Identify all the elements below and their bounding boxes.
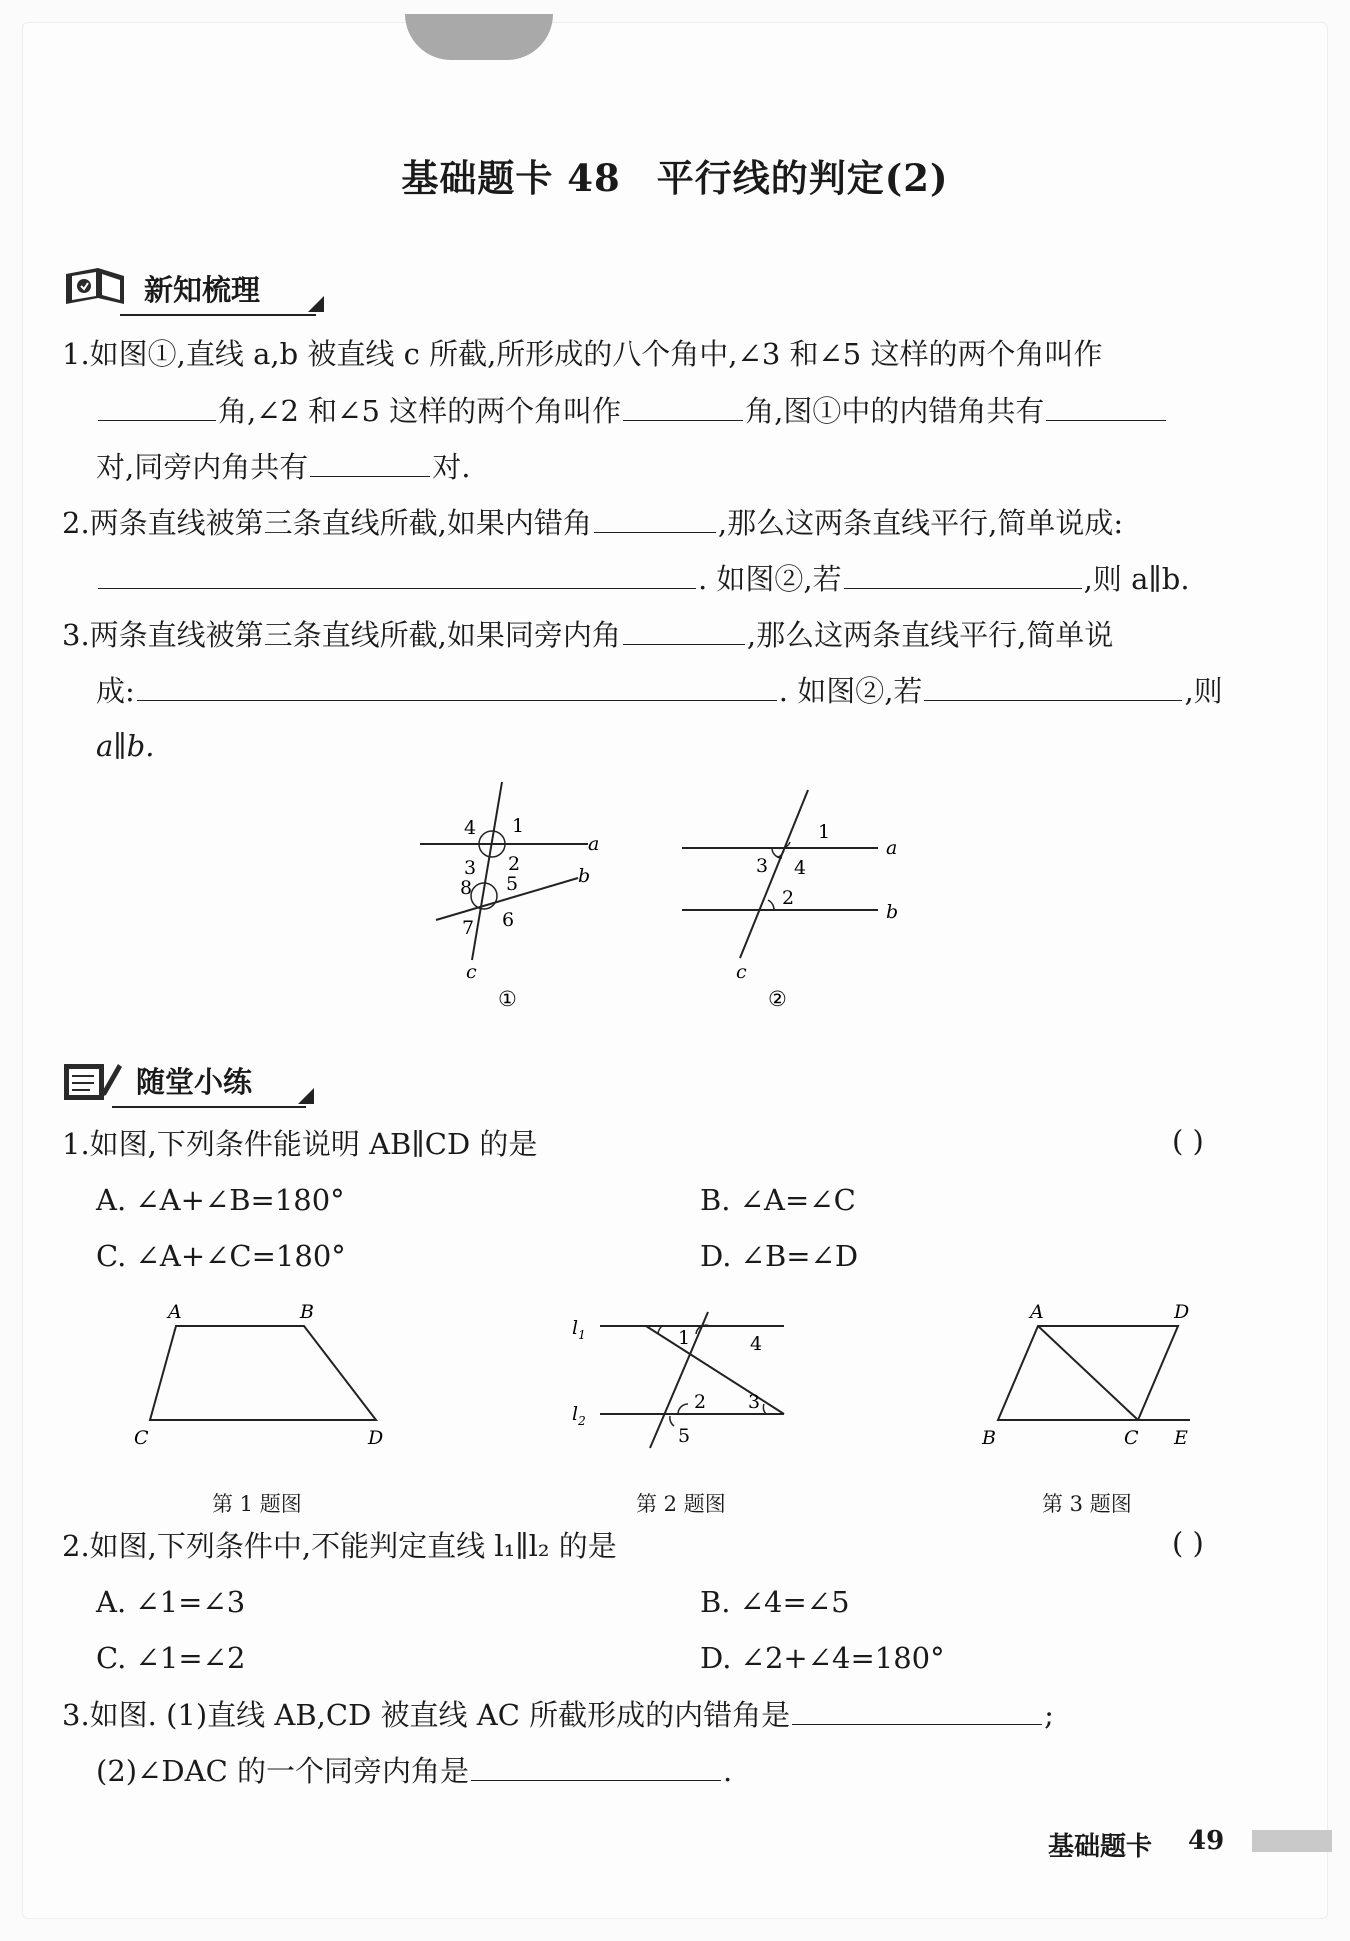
fig1-angle-1: 1 [512,815,525,837]
p3-text-2: (2)∠DAC 的一个同旁内角是 [96,1754,469,1788]
footer-label: 基础题卡 [1048,1832,1153,1862]
problem-1-figure [128,1296,408,1446]
p2-option-a[interactable]: A. ∠1=∠3 [96,1585,246,1619]
q3-number: 3. [62,618,90,652]
q2-text-2a: . 如图②,若 [698,562,842,596]
section-header-new-knowledge [62,262,332,316]
problem-2-figure-caption: 第 2 题图 [636,1492,726,1516]
fig-p2-angle-3: 3 [748,1391,761,1413]
q2-line-1 [62,502,1123,543]
fig-p2-angle-1: 1 [678,1327,691,1349]
p2-option-b[interactable]: B. ∠4=∠5 [700,1585,850,1619]
q1-blank-3[interactable] [1046,390,1166,421]
fig1-line-c: c [466,961,477,983]
p1-option-a[interactable]: A. ∠A+∠B=180° [96,1183,345,1217]
fig2-caption: ② [768,987,787,1011]
section-triangle-icon [298,1088,314,1104]
fig-p3-label-E: E [1174,1427,1188,1446]
p2-number: 2. [62,1529,90,1563]
q3-blank-1[interactable] [623,614,745,645]
fig-p2-label-l1: $l_1$ [572,1317,586,1342]
fig2-angle-2: 2 [782,887,795,909]
p1-number: 1. [62,1127,90,1161]
q1-text-1: 如图①,直线 a,b 被直线 c 所截,所形成的八个角中,∠3 和∠5 这样的两个角叫作 [89,337,1103,371]
fig1-angle-2: 2 [508,853,521,875]
q2-blank-1[interactable] [594,502,716,533]
fig1-angle-8: 8 [460,877,473,899]
q1-blank-2[interactable] [623,390,743,421]
fig2-line-b: b [886,901,899,923]
fig-p1-label-C: C [134,1427,149,1446]
fig-p1-label-D: D [368,1427,384,1446]
q3-line-3 [96,726,154,766]
q1-blank-1[interactable] [98,390,216,421]
p2-option-c[interactable]: C. ∠1=∠2 [96,1641,246,1675]
q3-text-2a: 成: [96,674,135,708]
p1-answer-paren[interactable]: ( ) [1172,1124,1204,1158]
fig-p3-label-C: C [1124,1427,1139,1446]
section-triangle-icon [308,296,324,312]
p3-number: 3. [62,1698,90,1732]
page-title [0,148,1350,202]
q3-blank-3[interactable] [924,670,1182,701]
p2-answer-paren[interactable]: ( ) [1172,1526,1204,1560]
section-underline [112,1106,306,1108]
book-icon [62,264,128,310]
section-title: 随堂小练 [136,1065,253,1099]
q3-text-1b: ,那么这两条直线平行,简单说 [746,618,1114,652]
fig-p3-label-A: A [1030,1301,1044,1323]
p3-line-1 [62,1694,1054,1735]
fig1-line-b: b [578,865,591,887]
q1-text-2b: 角,图①中的内错角共有 [745,394,1045,428]
q3-text-2c: ,则 [1184,674,1223,708]
q3-blank-2[interactable] [137,670,777,701]
p2-stem [62,1526,617,1566]
p1-option-b[interactable]: B. ∠A=∠C [700,1183,856,1217]
notepad-pencil-icon [62,1058,124,1104]
footer-bar [1252,1830,1332,1852]
problem-3-figure [978,1296,1218,1446]
p2-stem-text: 如图,下列条件中,不能判定直线 l₁∥l₂ 的是 [89,1529,617,1563]
fig2-angle-3: 3 [756,855,769,877]
p2-option-d[interactable]: D. ∠2+∠4=180° [700,1641,945,1675]
page-number: 49 [1188,1826,1225,1856]
fig1-angle-3: 3 [464,857,477,879]
fig2-angle-1: 1 [818,821,831,843]
p3-text-1: 如图. (1)直线 AB,CD 被直线 AC 所截形成的内错角是 [89,1698,791,1732]
p1-option-c[interactable]: C. ∠A+∠C=180° [96,1239,346,1273]
p1-option-d[interactable]: D. ∠B=∠D [700,1239,859,1273]
section-header-practice [62,1054,324,1108]
q2-blank-2[interactable] [98,558,696,589]
q2-line-2 [96,558,1190,599]
fig-p2-angle-4: 4 [750,1333,763,1355]
q2-blank-3[interactable] [844,558,1082,589]
p3-blank-2[interactable] [471,1750,721,1781]
fig2-line-a: a [886,837,898,859]
problem-3-figure-caption: 第 3 题图 [1042,1492,1132,1516]
title-topic: 平行线的判定(2) [656,156,949,200]
fig1-angle-4: 4 [464,817,477,839]
q1-number: 1. [62,337,90,371]
p3-blank-1[interactable] [792,1694,1042,1725]
fig-p2-label-l2: $l_2$ [572,1403,586,1428]
fig-p2-angle-5: 5 [678,1425,691,1447]
q3-line-2 [96,670,1223,711]
section-underline [120,314,316,316]
problem-1-figure-caption: 第 1 题图 [212,1492,302,1516]
q1-text-3b: 对. [432,450,471,484]
page-tab-shape [405,14,553,60]
q2-number: 2. [62,506,90,540]
q3-text-1a: 两条直线被第三条直线所截,如果同旁内角 [89,618,621,652]
q3-text-3: a∥b. [96,729,155,763]
q1-line-1 [62,334,1102,374]
fig2-angle-4: 4 [794,857,807,879]
fig-p3-label-B: B [982,1427,996,1446]
q1-line-3 [96,446,470,487]
fig1-angle-6: 6 [502,909,515,931]
fig-p1-label-A: A [168,1301,182,1323]
fig-p2-angle-2: 2 [694,1391,707,1413]
q1-blank-4[interactable] [310,446,430,477]
q1-text-3a: 对,同旁内角共有 [96,450,309,484]
q1-text-2a: 角,∠2 和∠5 这样的两个角叫作 [218,394,622,428]
q2-text-1b: ,那么这两条直线平行,简单说成: [717,506,1124,540]
p3-text-2-end: . [722,1754,733,1788]
fig1-angle-7: 7 [462,917,475,939]
fig-p3-label-D: D [1174,1301,1190,1323]
problem-2-figure [570,1304,800,1464]
fig1-caption: ① [498,987,517,1011]
p1-stem [62,1124,537,1164]
title-card-number: 基础题卡 48 [401,156,621,200]
p3-text-1-end: ; [1044,1698,1054,1732]
q3-text-2b: . 如图②,若 [778,674,923,708]
figure-1-diagram [420,778,620,1018]
fig2-line-c: c [736,961,747,983]
fig1-line-a: a [588,833,600,855]
fig1-angle-5: 5 [506,873,519,895]
fig-p1-label-B: B [300,1301,314,1323]
p1-stem-text: 如图,下列条件能说明 AB∥CD 的是 [89,1127,538,1161]
q2-text-1a: 两条直线被第三条直线所截,如果内错角 [89,506,592,540]
q1-line-2 [96,390,1168,431]
figure-2-diagram [680,782,910,1018]
q3-line-1 [62,614,1113,655]
p3-line-2 [96,1750,732,1791]
section-title: 新知梳理 [144,273,261,307]
q2-text-2b: ,则 a∥b. [1083,562,1190,596]
